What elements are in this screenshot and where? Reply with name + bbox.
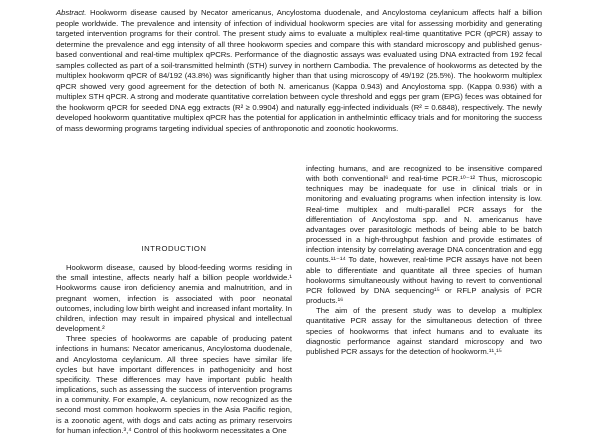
right-column xyxy=(306,164,542,357)
right-paragraph-1: infecting humans, and are recognized to be insensitive compared with both conventional⁶ and real-time PCR.¹⁰⁻¹² Thus, microscopic techniques may be inadequate for use in clinical trials or in monitoring and evaluating programs when infection intensity is low. Real-time multiplex and multi-parallel PCR assays for the differentiation of Ancylostoma spp. and N. americanus have advantages over parasitologic methods of being able to be batch processed in a high-throughput fashion and provide estimates of infection intensity by correlating average DNA concentration and egg counts.¹¹⁻¹⁴ To date, however, real-time PCR assays have not been able to differentiate and quantitate all three species of human hookworms simultaneously without having to revert to conventional PCR followed by DNA sequencing¹⁵ or RFLP analysis of PCR products.¹⁶ xyxy=(306,164,542,306)
abstract-label: Abstract. xyxy=(56,8,87,17)
abstract-text: Hookworm disease caused by Necator americanus, Ancylostoma duodenale, and Ancylostoma ceylanicum affects half a billion people worldwide. The prevalence and intensity of infection of individual hookworm species are vital for assessing morbidity and generating targeted intervention programs for their control. The present study aims to evaluate a multiplex real-time quantitative PCR (qPCR) assay to determine the prevalence and egg intensity of all three hookworm species and compare this with standard microscopy and published genus-based conventional and real-time multiplex qPCRs. Performance of the diagnostic assays was evaluated using DNA extracted from 192 fecal samples collected as part of a soil-transmitted helminth (STH) survey in northern Cambodia. The prevalence of hookworms as detected by the multiplex hookworm qPCR of 84/192 (43.8%) was significantly higher than that using microscopy of 49/192 (25.5%). The hookworm multiplex qPCR showed very good agreement for the detection of both N. americanus (Kappa 0.943) and Ancylostoma spp. (Kappa 0.936) with a multiplex STH qPCR. A strong and moderate quantitative correlation between cycle threshold and eggs per gram (EPG) feces was obtained for the hookworm qPCR for seeded DNA egg extracts (R² ≥ 0.9904) and naturally egg-infected individuals (R² = 0.6848), respectively. The newly developed hookworm quantitative multiplex qPCR has the potential for application in anthelmintic efficacy trials and for monitoring the success of mass deworming programs targeting individual species of anthroponotic and zoonotic hookworms. xyxy=(56,8,542,134)
intro-paragraph-1: Hookworm disease, caused by blood-feeding worms residing in the small intestine, affects nearly half a billion people worldwide.¹ Hookworms cause iron deficiency anemia and malnutrition, and in pregnant women, infection is associated with poor neonatal outcomes, including low birth weight and increased infant mortality. In children, infection may result in impaired physical and intellectual development.² xyxy=(56,263,292,334)
abstract-paragraph xyxy=(56,8,542,135)
abstract xyxy=(56,8,542,135)
section-heading-introduction: INTRODUCTION xyxy=(141,244,207,253)
right-paragraph-2: The aim of the present study was to develop a multiplex quantitative PCR assay for the simultaneous detection of three species of hookworms that infect humans and to evaluate its diagnostic performance against standard microscopy and two published PCR assays for the detection of hookworm.¹¹,¹⁵ xyxy=(306,306,542,356)
intro-paragraph-2: Three species of hookworms are capable of producing patent infections in humans: Necator americanus, Ancylostoma duodenale, and Ancylostoma ceylanicum. All three species have similar life cycles but have important differences in pathogenicity and host specificity. These differences may have important public health implications, such as assessing the success of intervention programs in a community. For example, A. ceylanicum, now recognized as the second most common hookworm species in the Asia Pacific region, is a zoonotic agent, with dogs and cats acting as primary reservoirs for human infection.³,⁴ Control of this hookworm necessitates a One xyxy=(56,334,292,435)
left-column xyxy=(56,244,292,436)
